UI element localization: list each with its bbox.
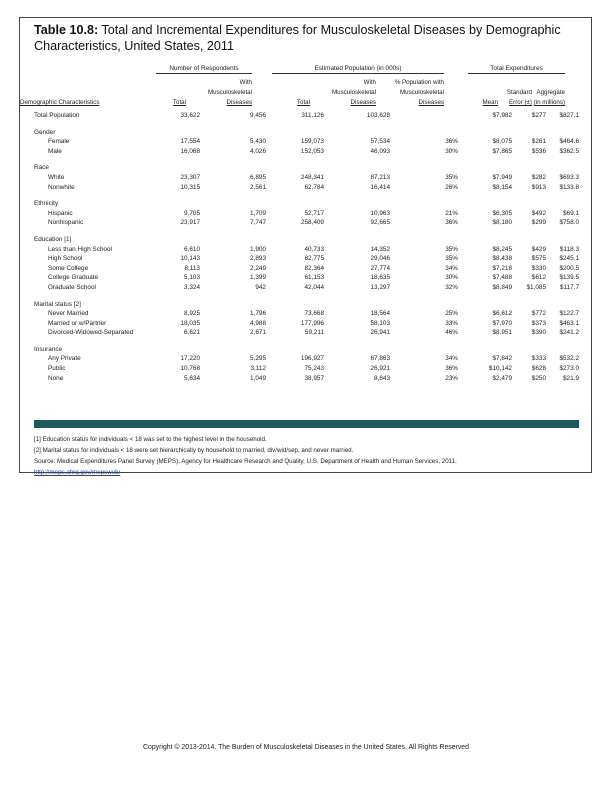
col-header-pct: Diseases <box>418 99 444 106</box>
col-header-pct: % Population with <box>394 79 444 86</box>
table-row <box>34 309 579 319</box>
pct-cell: 36% <box>445 219 458 227</box>
table-row <box>34 354 579 364</box>
copyright-footer: Copyright © 2013-2014. The Burden of Musculoskeletal Diseases in the United States. All Rights Reserved <box>143 744 469 751</box>
row-label: None <box>48 374 64 382</box>
se-cell: $913 <box>531 183 546 191</box>
row-label: Education [1] <box>34 235 72 243</box>
resp-with-cell: 2,561 <box>250 183 266 191</box>
section-header-row <box>34 345 579 355</box>
pct-cell: 30% <box>445 147 458 155</box>
row-label: Some College <box>48 264 89 272</box>
pop-total-cell: 42,044 <box>304 283 324 291</box>
group-header-expenditures: Total Expenditures <box>490 65 543 72</box>
table-title-text: Total and Incremental Expenditures for Musculoskeletal Diseases by Demographic Characteristics, United States, 2011 <box>34 23 561 53</box>
row-label: Graduate School <box>48 283 96 291</box>
resp-with-cell: 1,399 <box>250 274 266 282</box>
mean-cell: $2,479 <box>492 374 512 382</box>
pop-with-cell: 58,103 <box>370 319 390 327</box>
row-spacer <box>34 121 579 128</box>
resp-total-cell: 9,705 <box>184 209 200 217</box>
aggregate-cell: $532.2 <box>559 355 579 363</box>
pop-total-cell: 52,717 <box>304 209 324 217</box>
resp-total-cell: 18,035 <box>180 319 200 327</box>
aggregate-cell: $117.7 <box>559 283 579 291</box>
row-spacer <box>34 192 579 199</box>
pct-cell: 32% <box>445 283 458 291</box>
source-note: Source: Medical Expenditures Panel Survey (MEPS), Agency for Healthcare Research and Quality, U.S. Department of Health and Human Services, 2011. <box>34 458 457 465</box>
aggregate-cell: $122.7 <box>559 310 579 318</box>
table-row <box>34 374 579 384</box>
resp-total-cell: 16,068 <box>180 147 200 155</box>
pct-cell: 35% <box>445 245 458 253</box>
pop-total-cell: 159,073 <box>300 138 324 146</box>
resp-total-cell: 8,113 <box>184 264 200 272</box>
pop-with-cell: 26,921 <box>370 365 390 373</box>
resp-total-cell: 10,315 <box>180 183 200 191</box>
pop-with-cell: 26,941 <box>370 329 390 337</box>
aggregate-cell: $273.0 <box>559 365 579 373</box>
resp-total-cell: 23,917 <box>180 219 200 227</box>
row-label: Less than High School <box>48 245 112 253</box>
group-rule <box>468 73 565 74</box>
mean-cell: $10,142 <box>488 365 512 373</box>
se-cell: $612 <box>531 274 546 282</box>
resp-with-cell: 942 <box>255 283 266 291</box>
col-header-resp-with: Musculoskeletal <box>207 89 252 96</box>
se-cell: $390 <box>531 329 546 337</box>
table-row <box>34 328 579 338</box>
pop-total-cell: 61,153 <box>304 274 324 282</box>
col-header-resp-with: With <box>239 79 252 86</box>
table-row <box>34 173 579 183</box>
aggregate-cell: $118.3 <box>559 245 579 253</box>
pct-cell: 30% <box>445 274 458 282</box>
col-header-mean: Mean <box>482 99 498 106</box>
table-row <box>34 147 579 157</box>
mean-cell: $6,612 <box>492 310 512 318</box>
resp-total-cell: 17,220 <box>180 355 200 363</box>
resp-total-cell: 6,621 <box>184 329 200 337</box>
pop-with-cell: 67,863 <box>370 355 390 363</box>
section-header-row <box>34 163 579 173</box>
resp-with-cell: 1,049 <box>250 374 266 382</box>
mean-cell: $8,951 <box>492 329 512 337</box>
table-number: Table 10.8: <box>34 23 99 37</box>
mean-cell: $8,180 <box>492 219 512 227</box>
se-cell: $772 <box>531 310 546 318</box>
resp-with-cell: 4,026 <box>250 147 266 155</box>
footnote-education: [1] Education status for individuals < 18 was set to the highest level in the household. <box>34 436 267 443</box>
mean-cell: $7,970 <box>492 319 512 327</box>
group-rule <box>272 73 444 74</box>
pct-cell: 35% <box>445 173 458 181</box>
se-cell: $575 <box>531 255 546 263</box>
resp-total-cell: 5,634 <box>184 374 200 382</box>
footnote-marital: [2] Marital status for individuals < 18 were set hierarchically by household to married, div/wid/sep, and never married. <box>34 447 354 454</box>
se-cell: $492 <box>531 209 546 217</box>
row-label: Public <box>48 365 66 373</box>
resp-total-cell: 8,925 <box>184 310 200 318</box>
aggregate-cell: $693.3 <box>559 173 579 181</box>
col-header-pop-with: With <box>363 79 376 86</box>
section-header-row <box>34 199 579 209</box>
row-label: Divorced-Widowed-Separated <box>48 329 134 337</box>
pop-total-cell: 152,053 <box>300 147 324 155</box>
aggregate-cell: $362.5 <box>559 147 579 155</box>
row-spacer <box>34 338 579 345</box>
pct-cell: 34% <box>445 264 458 272</box>
pop-total-cell: 59,211 <box>304 329 324 337</box>
se-cell: $429 <box>531 245 546 253</box>
row-label: Total Population <box>34 112 80 119</box>
pct-cell: 36% <box>445 138 458 146</box>
aggregate-cell: $245.1 <box>559 255 579 263</box>
resp-with-cell: 1,900 <box>250 245 266 253</box>
table-row <box>34 364 579 374</box>
se-cell: $250 <box>531 374 546 382</box>
row-label: Female <box>48 138 70 146</box>
pop-with-cell: 13,297 <box>370 283 390 291</box>
table-row <box>34 283 579 293</box>
se-cell: $261 <box>531 138 546 146</box>
table-row <box>34 254 579 264</box>
pop-with-cell: 57,534 <box>370 138 390 146</box>
mean-cell: $8,154 <box>492 183 512 191</box>
row-label: Nonhispanic <box>48 219 84 227</box>
resp-total-cell: 17,554 <box>180 138 200 146</box>
aggregate-cell: $241.2 <box>559 329 579 337</box>
row-label: High School <box>48 255 83 263</box>
pop-with-cell: 16,414 <box>370 183 390 191</box>
pop-total-cell: 248,341 <box>300 173 324 181</box>
pop-with-cell: 29,046 <box>370 255 390 263</box>
mean-cell: $7,218 <box>492 264 512 272</box>
mean-cell: $7,982 <box>492 112 512 119</box>
table-row <box>34 319 579 329</box>
pop-total-cell: 38,957 <box>304 374 324 382</box>
mean-cell: $7,865 <box>492 147 512 155</box>
se-cell: $330 <box>531 264 546 272</box>
pop-total-cell: 82,775 <box>304 255 324 263</box>
resp-total-cell: 33,622 <box>180 112 200 119</box>
pct-cell: 23% <box>445 374 458 382</box>
mean-cell: $8,245 <box>492 245 512 253</box>
se-cell: $333 <box>531 355 546 363</box>
se-cell: $373 <box>531 319 546 327</box>
section-header-row <box>34 300 579 310</box>
resp-with-cell: 5,295 <box>250 355 266 363</box>
col-header-resp-total: Total <box>172 99 186 106</box>
mean-cell: $7,842 <box>492 355 512 363</box>
pop-total-cell: 311,126 <box>301 112 324 119</box>
pop-total-cell: 75,243 <box>304 365 324 373</box>
resp-with-cell: 3,112 <box>250 365 266 373</box>
col-header-pop-with: Musculoskeletal <box>331 89 376 96</box>
resp-total-cell: 6,610 <box>184 245 200 253</box>
aggregate-cell: $139.5 <box>559 274 579 282</box>
pop-with-cell: 10,963 <box>370 209 390 217</box>
table-frame <box>19 17 592 476</box>
resp-with-cell: 5,430 <box>250 138 266 146</box>
pop-with-cell: 18,564 <box>370 310 390 318</box>
mean-cell: $8,075 <box>492 138 512 146</box>
table-row <box>34 111 579 121</box>
resp-total-cell: 5,103 <box>184 274 200 282</box>
row-spacer <box>34 156 579 163</box>
pct-cell: 35% <box>445 255 458 263</box>
col-header-resp-with: Diseases <box>226 99 252 106</box>
row-label: Race <box>34 164 49 172</box>
col-header-se: Error (±) <box>509 99 532 106</box>
pop-with-cell: 14,352 <box>370 245 390 253</box>
group-header-population: Estimated Population (in 000s) <box>314 65 402 72</box>
pct-cell: 34% <box>445 355 458 363</box>
section-header-row <box>34 128 579 138</box>
table-row <box>34 245 579 255</box>
table-notes <box>34 434 579 478</box>
resp-total-cell: 10,768 <box>180 365 200 373</box>
se-cell: $277 <box>531 112 546 119</box>
col-header-aggregate: Aggregate <box>536 89 565 96</box>
pop-with-cell: 18,635 <box>370 274 390 282</box>
aggregate-cell: $200.5 <box>559 264 579 272</box>
pop-total-cell: 62,784 <box>304 183 324 191</box>
row-label: College Graduate <box>48 274 99 282</box>
resp-with-cell: 1,709 <box>250 209 266 217</box>
aggregate-cell: $133.8 <box>559 183 579 191</box>
row-label: Nonwhite <box>48 183 75 191</box>
pop-with-cell: 92,665 <box>370 219 390 227</box>
table-title <box>34 22 579 54</box>
table-bottom-bar <box>34 420 579 428</box>
pct-cell: 26% <box>445 183 458 191</box>
mean-cell: $8,438 <box>492 255 512 263</box>
pop-with-cell: 103,628 <box>366 112 390 119</box>
resp-with-cell: 2,893 <box>250 255 266 263</box>
table-row <box>34 209 579 219</box>
pct-cell: 21% <box>445 209 458 217</box>
col-header-aggregate: (in millions) <box>533 99 565 106</box>
table-row <box>34 137 579 147</box>
row-label: Ethnicity <box>34 200 59 208</box>
aggregate-cell: $69.1 <box>563 209 579 217</box>
se-cell: $282 <box>531 173 546 181</box>
pop-total-cell: 177,996 <box>300 319 324 327</box>
col-header-demographic: Demographic Characteristics <box>20 99 100 106</box>
resp-with-cell: 2,671 <box>250 329 266 337</box>
aggregate-cell: $827.1 <box>559 112 579 119</box>
pop-with-cell: 27,774 <box>370 264 390 272</box>
pop-total-cell: 40,733 <box>304 245 324 253</box>
resp-with-cell: 6,895 <box>250 173 266 181</box>
table-row <box>34 218 579 228</box>
table-row <box>34 183 579 193</box>
row-label: Married or w/Partner <box>48 319 107 327</box>
resp-with-cell: 2,249 <box>250 264 266 272</box>
pop-total-cell: 196,927 <box>300 355 324 363</box>
resp-with-cell: 9,456 <box>250 112 266 119</box>
pop-with-cell: 8,843 <box>374 374 390 382</box>
row-label: Never Married <box>48 310 89 318</box>
col-header-pct: Musculoskeletal <box>399 89 444 96</box>
aggregate-cell: $464.6 <box>559 138 579 146</box>
se-cell: $628 <box>531 365 546 373</box>
mean-cell: $8,849 <box>492 283 512 291</box>
resp-total-cell: 10,143 <box>180 255 200 263</box>
col-header-pop-total: Total <box>296 99 310 106</box>
row-label: White <box>48 173 65 181</box>
resp-total-cell: 23,307 <box>180 173 200 181</box>
meps-link[interactable]: http://meps.ahrq.gov/mepsweb/ <box>34 469 121 476</box>
pop-with-cell: 87,213 <box>370 173 390 181</box>
resp-with-cell: 4,988 <box>250 319 266 327</box>
pop-total-cell: 82,364 <box>304 264 324 272</box>
mean-cell: $6,305 <box>492 209 512 217</box>
aggregate-cell: $463.1 <box>559 319 579 327</box>
se-cell: $1,085 <box>526 283 546 291</box>
col-header-pop-with: Diseases <box>350 99 376 106</box>
table-row <box>34 273 579 283</box>
table-row <box>34 264 579 274</box>
aggregate-cell: $21.9 <box>563 374 579 382</box>
mean-cell: $7,949 <box>492 173 512 181</box>
pct-cell: 46% <box>445 329 458 337</box>
pop-total-cell: 73,668 <box>304 310 324 318</box>
row-label: Insurance <box>34 345 63 353</box>
se-cell: $536 <box>531 147 546 155</box>
mean-cell: $7,488 <box>492 274 512 282</box>
row-label: Male <box>48 147 62 155</box>
group-rule <box>156 73 252 74</box>
resp-total-cell: 3,324 <box>184 283 200 291</box>
col-header-se: Standard <box>506 89 532 96</box>
section-header-row <box>34 235 579 245</box>
row-spacer <box>34 228 579 235</box>
group-header-respondents: Number of Respondents <box>169 65 239 72</box>
pct-cell: 36% <box>445 365 458 373</box>
row-label: Any Private <box>48 355 81 363</box>
row-label: Hispanic <box>48 209 73 217</box>
table-body <box>34 111 579 383</box>
pop-total-cell: 258,409 <box>300 219 324 227</box>
aggregate-cell: $758.0 <box>559 219 579 227</box>
pct-cell: 33% <box>445 319 458 327</box>
row-label: Marital status [2] <box>34 300 81 308</box>
row-label: Gender <box>34 128 56 136</box>
resp-with-cell: 1,796 <box>250 310 266 318</box>
se-cell: $299 <box>531 219 546 227</box>
pop-with-cell: 46,093 <box>370 147 390 155</box>
pct-cell: 25% <box>445 310 458 318</box>
resp-with-cell: 7,747 <box>250 219 266 227</box>
row-spacer <box>34 293 579 300</box>
